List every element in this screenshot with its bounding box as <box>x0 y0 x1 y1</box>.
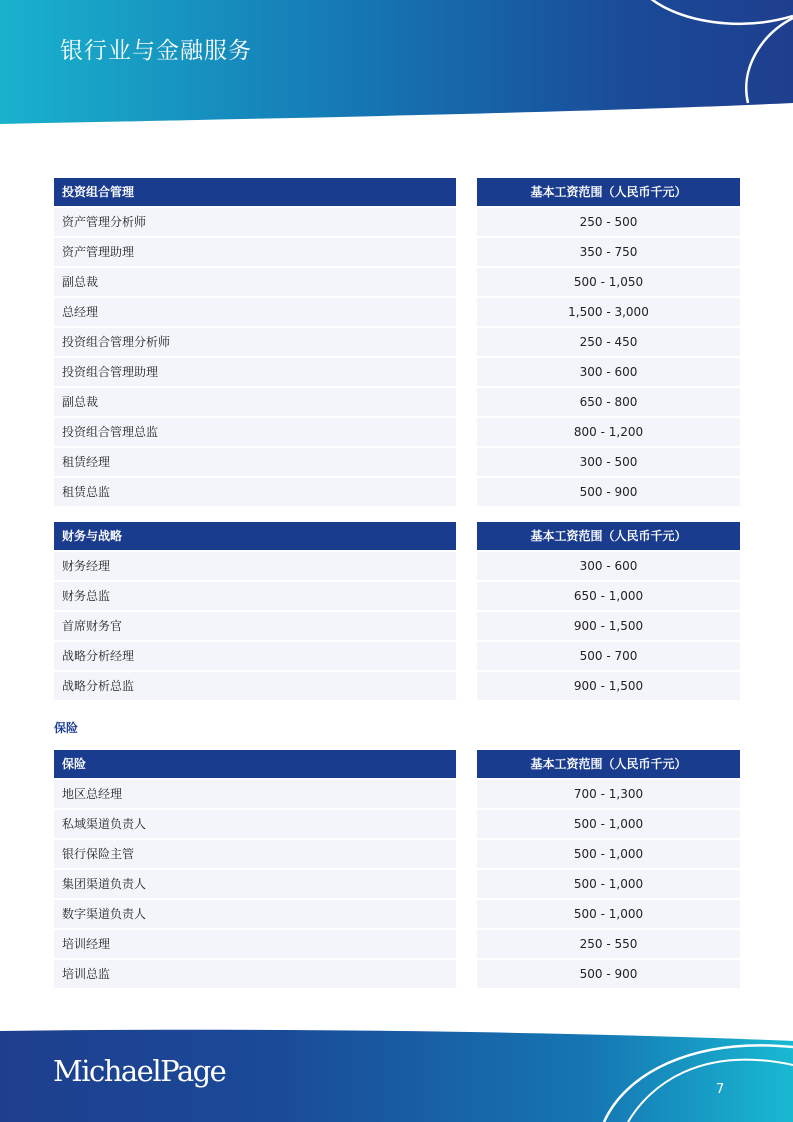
role-cell: 集团渠道负责人 <box>54 870 456 898</box>
role-cell: 地区总经理 <box>54 780 456 808</box>
section-title: 财务与战略 <box>54 522 456 550</box>
salary-range-cell: 500 - 900 <box>477 960 740 988</box>
role-cell: 租赁总监 <box>54 478 456 506</box>
role-cell: 投资组合管理分析师 <box>54 328 456 356</box>
salary-range-cell: 350 - 750 <box>477 238 740 266</box>
salary-range-cell: 300 - 600 <box>477 552 740 580</box>
michael-page-logo: MichaelPage <box>53 1054 226 1088</box>
role-cell: 培训经理 <box>54 930 456 958</box>
page-footer <box>0 1025 793 1122</box>
role-cell: 银行保险主管 <box>54 840 456 868</box>
role-cell: 财务经理 <box>54 552 456 580</box>
salary-range-cell: 650 - 1,000 <box>477 582 740 610</box>
section-title: 投资组合管理 <box>54 178 456 206</box>
role-cell: 资产管理助理 <box>54 238 456 266</box>
role-cell: 总经理 <box>54 298 456 326</box>
page-number: 7 <box>716 1082 725 1097</box>
role-column <box>54 750 456 988</box>
role-cell: 首席财务官 <box>54 612 456 640</box>
role-cell: 投资组合管理总监 <box>54 418 456 446</box>
salary-range-cell: 500 - 1,000 <box>477 870 740 898</box>
salary-range-cell: 1,500 - 3,000 <box>477 298 740 326</box>
salary-range-cell: 500 - 1,000 <box>477 810 740 838</box>
salary-range-cell: 500 - 1,050 <box>477 268 740 296</box>
role-cell: 数字渠道负责人 <box>54 900 456 928</box>
section-title: 保险 <box>54 750 456 778</box>
salary-range-cell: 800 - 1,200 <box>477 418 740 446</box>
salary-range-column <box>477 522 740 700</box>
salary-range-header: 基本工资范围（人民币千元） <box>477 750 740 778</box>
role-column <box>54 522 456 700</box>
salary-range-column <box>477 178 740 506</box>
role-cell: 财务总监 <box>54 582 456 610</box>
salary-range-cell: 250 - 550 <box>477 930 740 958</box>
salary-range-cell: 250 - 500 <box>477 208 740 236</box>
salary-range-column <box>477 750 740 988</box>
role-cell: 资产管理分析师 <box>54 208 456 236</box>
salary-range-cell: 500 - 1,000 <box>477 900 740 928</box>
role-cell: 副总裁 <box>54 388 456 416</box>
salary-range-cell: 700 - 1,300 <box>477 780 740 808</box>
role-cell: 投资组合管理助理 <box>54 358 456 386</box>
role-cell: 副总裁 <box>54 268 456 296</box>
salary-range-cell: 900 - 1,500 <box>477 672 740 700</box>
salary-range-header: 基本工资范围（人民币千元） <box>477 522 740 550</box>
page-header <box>0 0 793 125</box>
salary-range-cell: 900 - 1,500 <box>477 612 740 640</box>
role-cell: 私域渠道负责人 <box>54 810 456 838</box>
salary-range-cell: 300 - 600 <box>477 358 740 386</box>
salary-range-cell: 500 - 700 <box>477 642 740 670</box>
role-column <box>54 178 456 506</box>
role-cell: 战略分析经理 <box>54 642 456 670</box>
subheading-insurance: 保险 <box>54 721 79 735</box>
salary-range-cell: 500 - 900 <box>477 478 740 506</box>
salary-range-cell: 500 - 1,000 <box>477 840 740 868</box>
role-cell: 培训总监 <box>54 960 456 988</box>
page-title: 银行业与金融服务 <box>60 38 252 64</box>
salary-range-cell: 650 - 800 <box>477 388 740 416</box>
role-cell: 战略分析总监 <box>54 672 456 700</box>
salary-range-cell: 250 - 450 <box>477 328 740 356</box>
salary-range-header: 基本工资范围（人民币千元） <box>477 178 740 206</box>
salary-range-cell: 300 - 500 <box>477 448 740 476</box>
role-cell: 租赁经理 <box>54 448 456 476</box>
